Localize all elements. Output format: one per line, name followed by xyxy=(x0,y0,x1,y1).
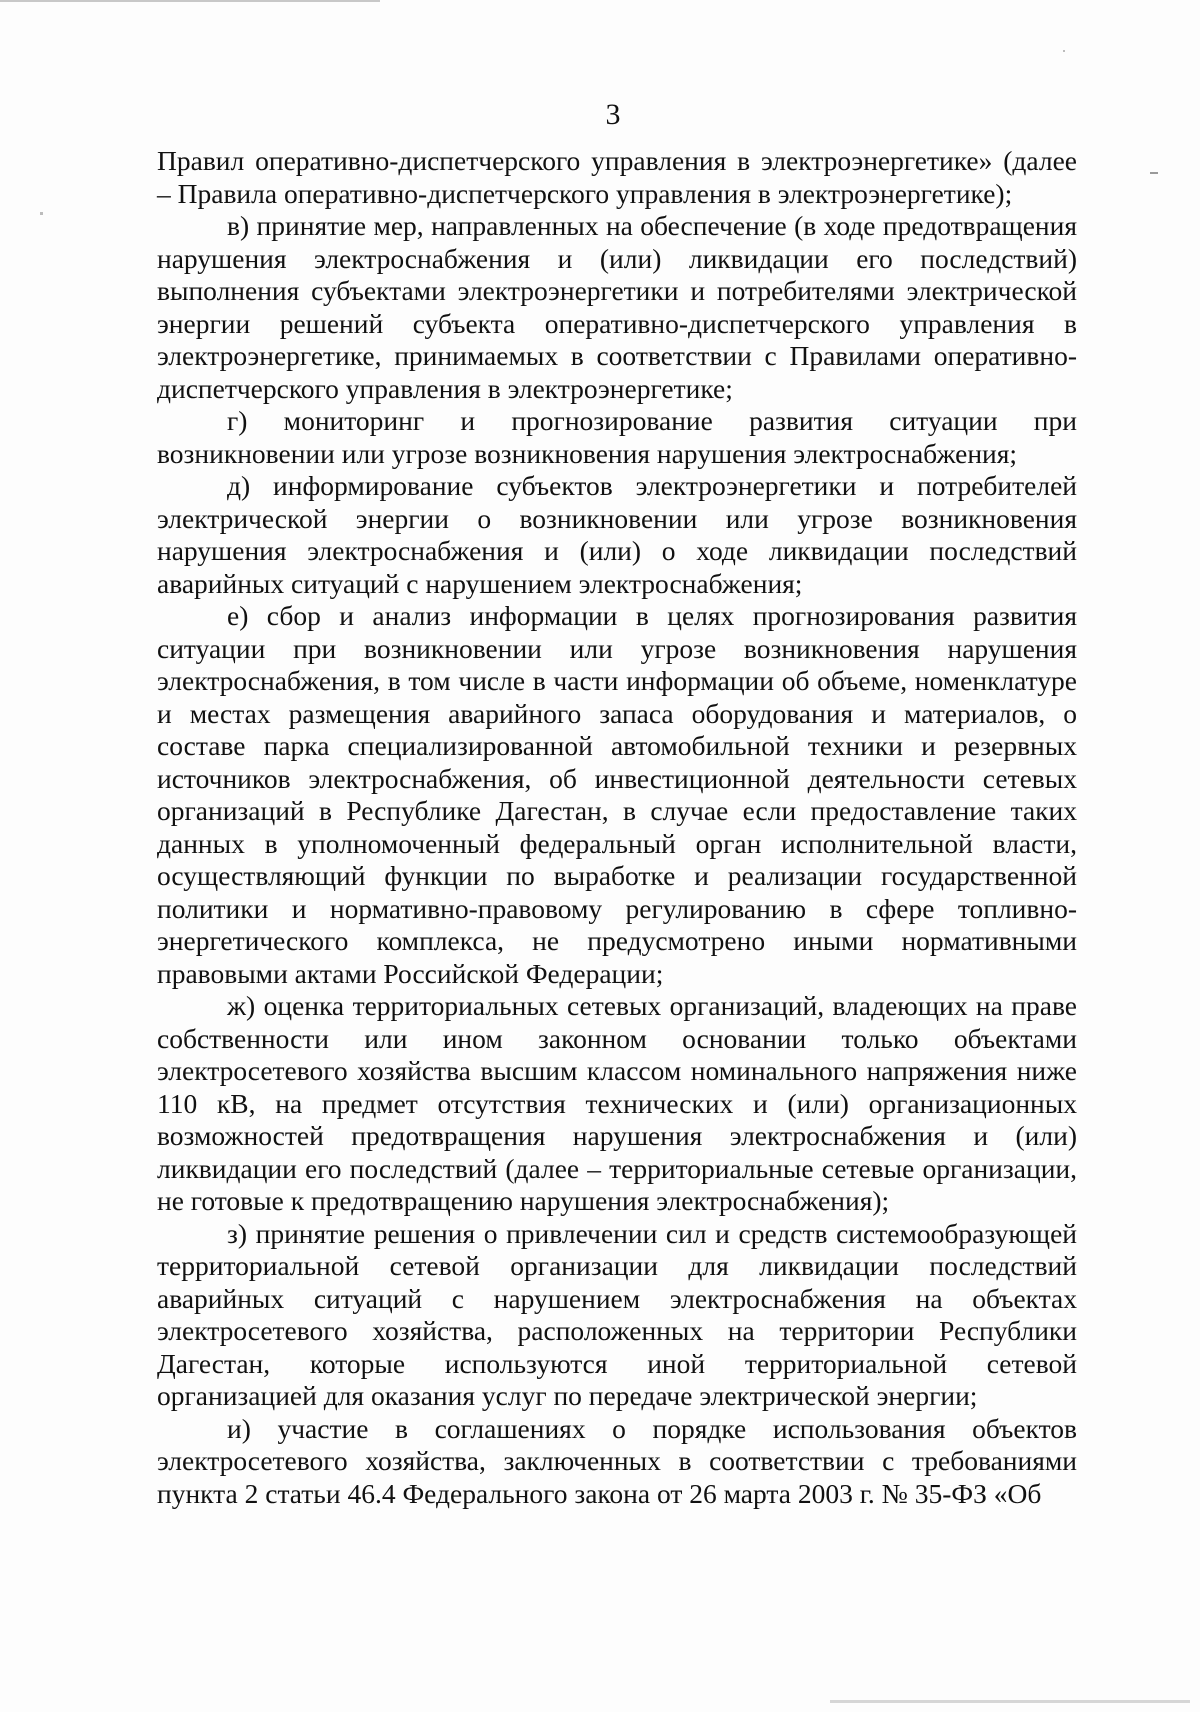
paragraph-item-d: д) информирование субъектов электроэнергетики и потребителей электрической энергии о возникновении или угрозе возникновения нарушения электроснабжения и (или) о ходе ликвидации последствий аварийных ситуаций с нарушением электроснабжения; xyxy=(157,470,1077,599)
paragraph-item-g: г) мониторинг и прогнозирование развития ситуации при возникновении или угрозе возникновения нарушения электроснабжения; xyxy=(157,405,1077,469)
page-number: 3 xyxy=(605,98,621,131)
paragraph-item-z: з) принятие решения о привлечении сил и средств системообразующей территориальной сетевой организации для ликвидации последствий аварийных ситуаций с нарушением электроснабжения на объектах электросетевого хозяйства, расположенных на территории Республики Дагестан, которые используются иной территориальной сетевой организацией для оказания услуг по передаче электрической энергии; xyxy=(157,1217,1077,1411)
paragraph-item-zh: ж) оценка территориальных сетевых организаций, владеющих на праве собственности или ином законном основании только объектами электросетевого хозяйства высшим классом номинального напряжения ниже 110 кВ, на предмет отсутствия технических и (или) организационных возможностей предотвращения нарушения электроснабжения и (или) ликвидации его последствий (далее – территориальные сетевые организации, не готовые к предотвращению нарушения электроснабжения); xyxy=(157,990,1077,1216)
paragraph-item-i: и) участие в соглашениях о порядке использования объектов электросетевого хозяйства, заключенных в соответствии с требованиями пункта 2 статьи 46.4 Федерального закона от 26 марта 2003 г. № 35-ФЗ «Об xyxy=(157,1412,1077,1509)
scan-artifact-dot xyxy=(1063,50,1065,52)
paragraph-continuation: Правил оперативно-диспетчерского управления в электроэнергетике» (далее – Правила оперативно-диспетчерского управления в электроэнергетике); xyxy=(157,145,1077,209)
scan-artifact-line xyxy=(830,1700,1190,1703)
paragraph-item-e: е) сбор и анализ информации в целях прогнозирования развития ситуации при возникновении или угрозе возникновения нарушения электроснабжения, в том числе в части информации об объеме, номенклатуре и местах размещения аварийного запаса оборудования и материалов, о составе парка специализированной автомобильной техники и резервных источников электроснабжения, об инвестиционной деятельности сетевых организаций в Республике Дагестан, в случае если предоставление таких данных в уполномоченный федеральный орган исполнительной власти, осуществляющий функции по выработке и реализации государственной политики и нормативно-правовому регулированию в сфере топливно-энергетического комплекса, не предусмотрено иными нормативными правовыми актами Российской Федерации; xyxy=(157,600,1077,989)
paragraph-item-v: в) принятие мер, направленных на обеспечение (в ходе предотвращения нарушения электроснабжения и (или) ликвидации его последствий) выполнения субъектами электроэнергетики и потребителями электрической энергии решений субъекта оперативно-диспетчерского управления в электроэнергетике, принимаемых в соответствии с Правилами оперативно-диспетчерского управления в электроэнергетике; xyxy=(157,210,1077,404)
scan-artifact-line xyxy=(0,0,380,2)
scan-artifact-dot xyxy=(1150,172,1158,174)
scan-artifact-dot xyxy=(40,212,43,215)
document-body xyxy=(157,145,1077,1510)
